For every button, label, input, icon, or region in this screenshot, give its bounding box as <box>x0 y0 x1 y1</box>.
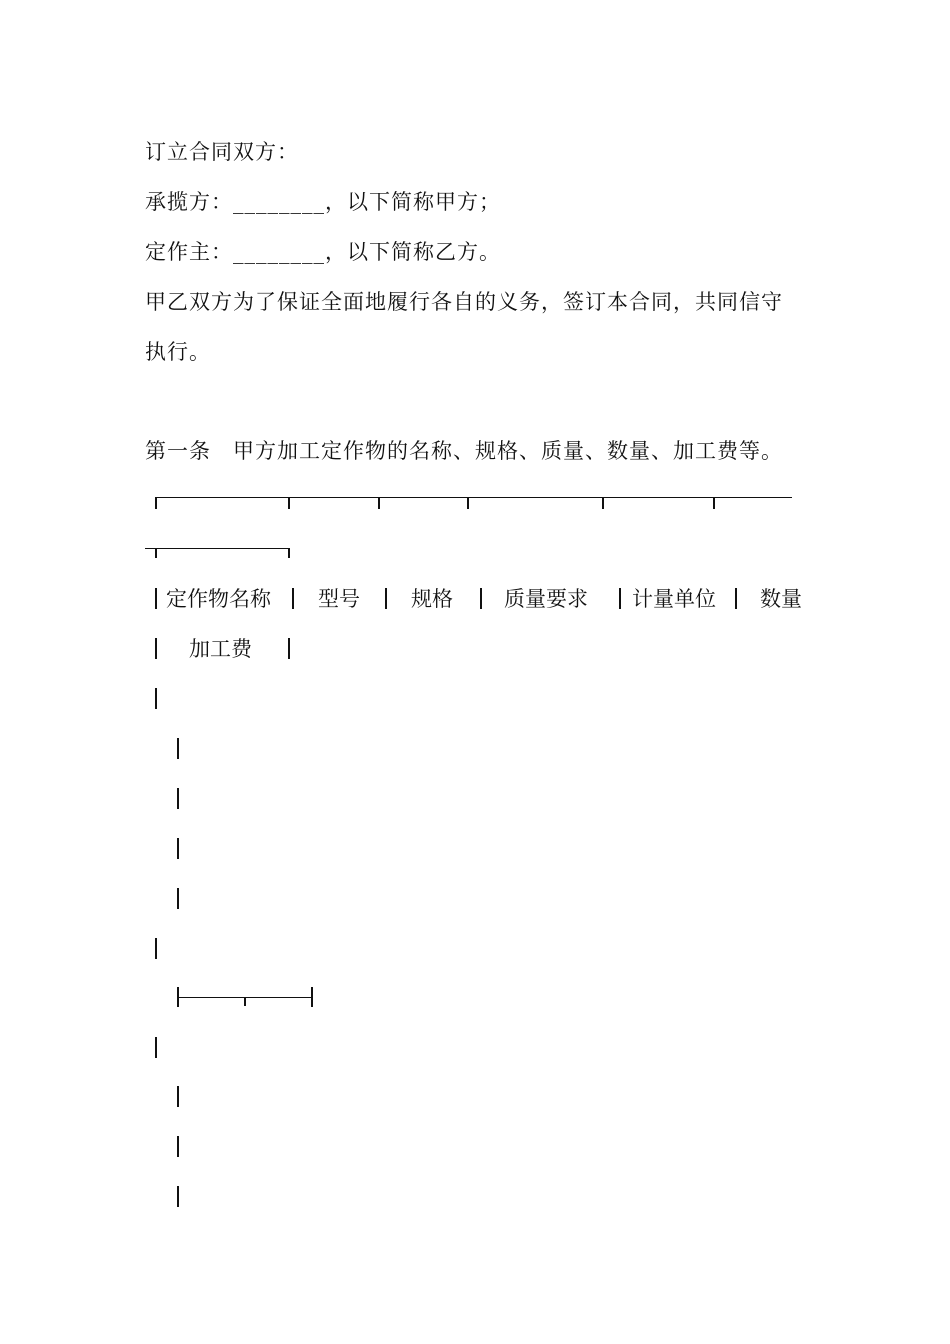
header-unit: 计量单位 <box>632 587 716 611</box>
contractor-line: 承揽方：________，以下简称甲方； <box>145 190 501 214</box>
article-1-heading: 第一条 甲方加工定作物的名称、规格、质量、数量、加工费等。 <box>145 439 783 463</box>
header-quantity: 数量 <box>760 587 802 611</box>
parties-heading: 订立合同双方： <box>145 140 299 164</box>
header-item-name: 定作物名称 <box>166 587 271 611</box>
purpose-paragraph-line-2: 执行。 <box>145 340 211 364</box>
header-processing-fee: 加工费 <box>189 637 252 661</box>
header-model: 型号 <box>318 587 360 611</box>
header-spec: 规格 <box>411 587 453 611</box>
purpose-paragraph-line-1: 甲乙双方为了保证全面地履行各自的义务，签订本合同，共同信守 <box>145 290 783 314</box>
header-quality: 质量要求 <box>504 587 588 611</box>
client-line: 定作主：________，以下简称乙方。 <box>145 240 501 264</box>
